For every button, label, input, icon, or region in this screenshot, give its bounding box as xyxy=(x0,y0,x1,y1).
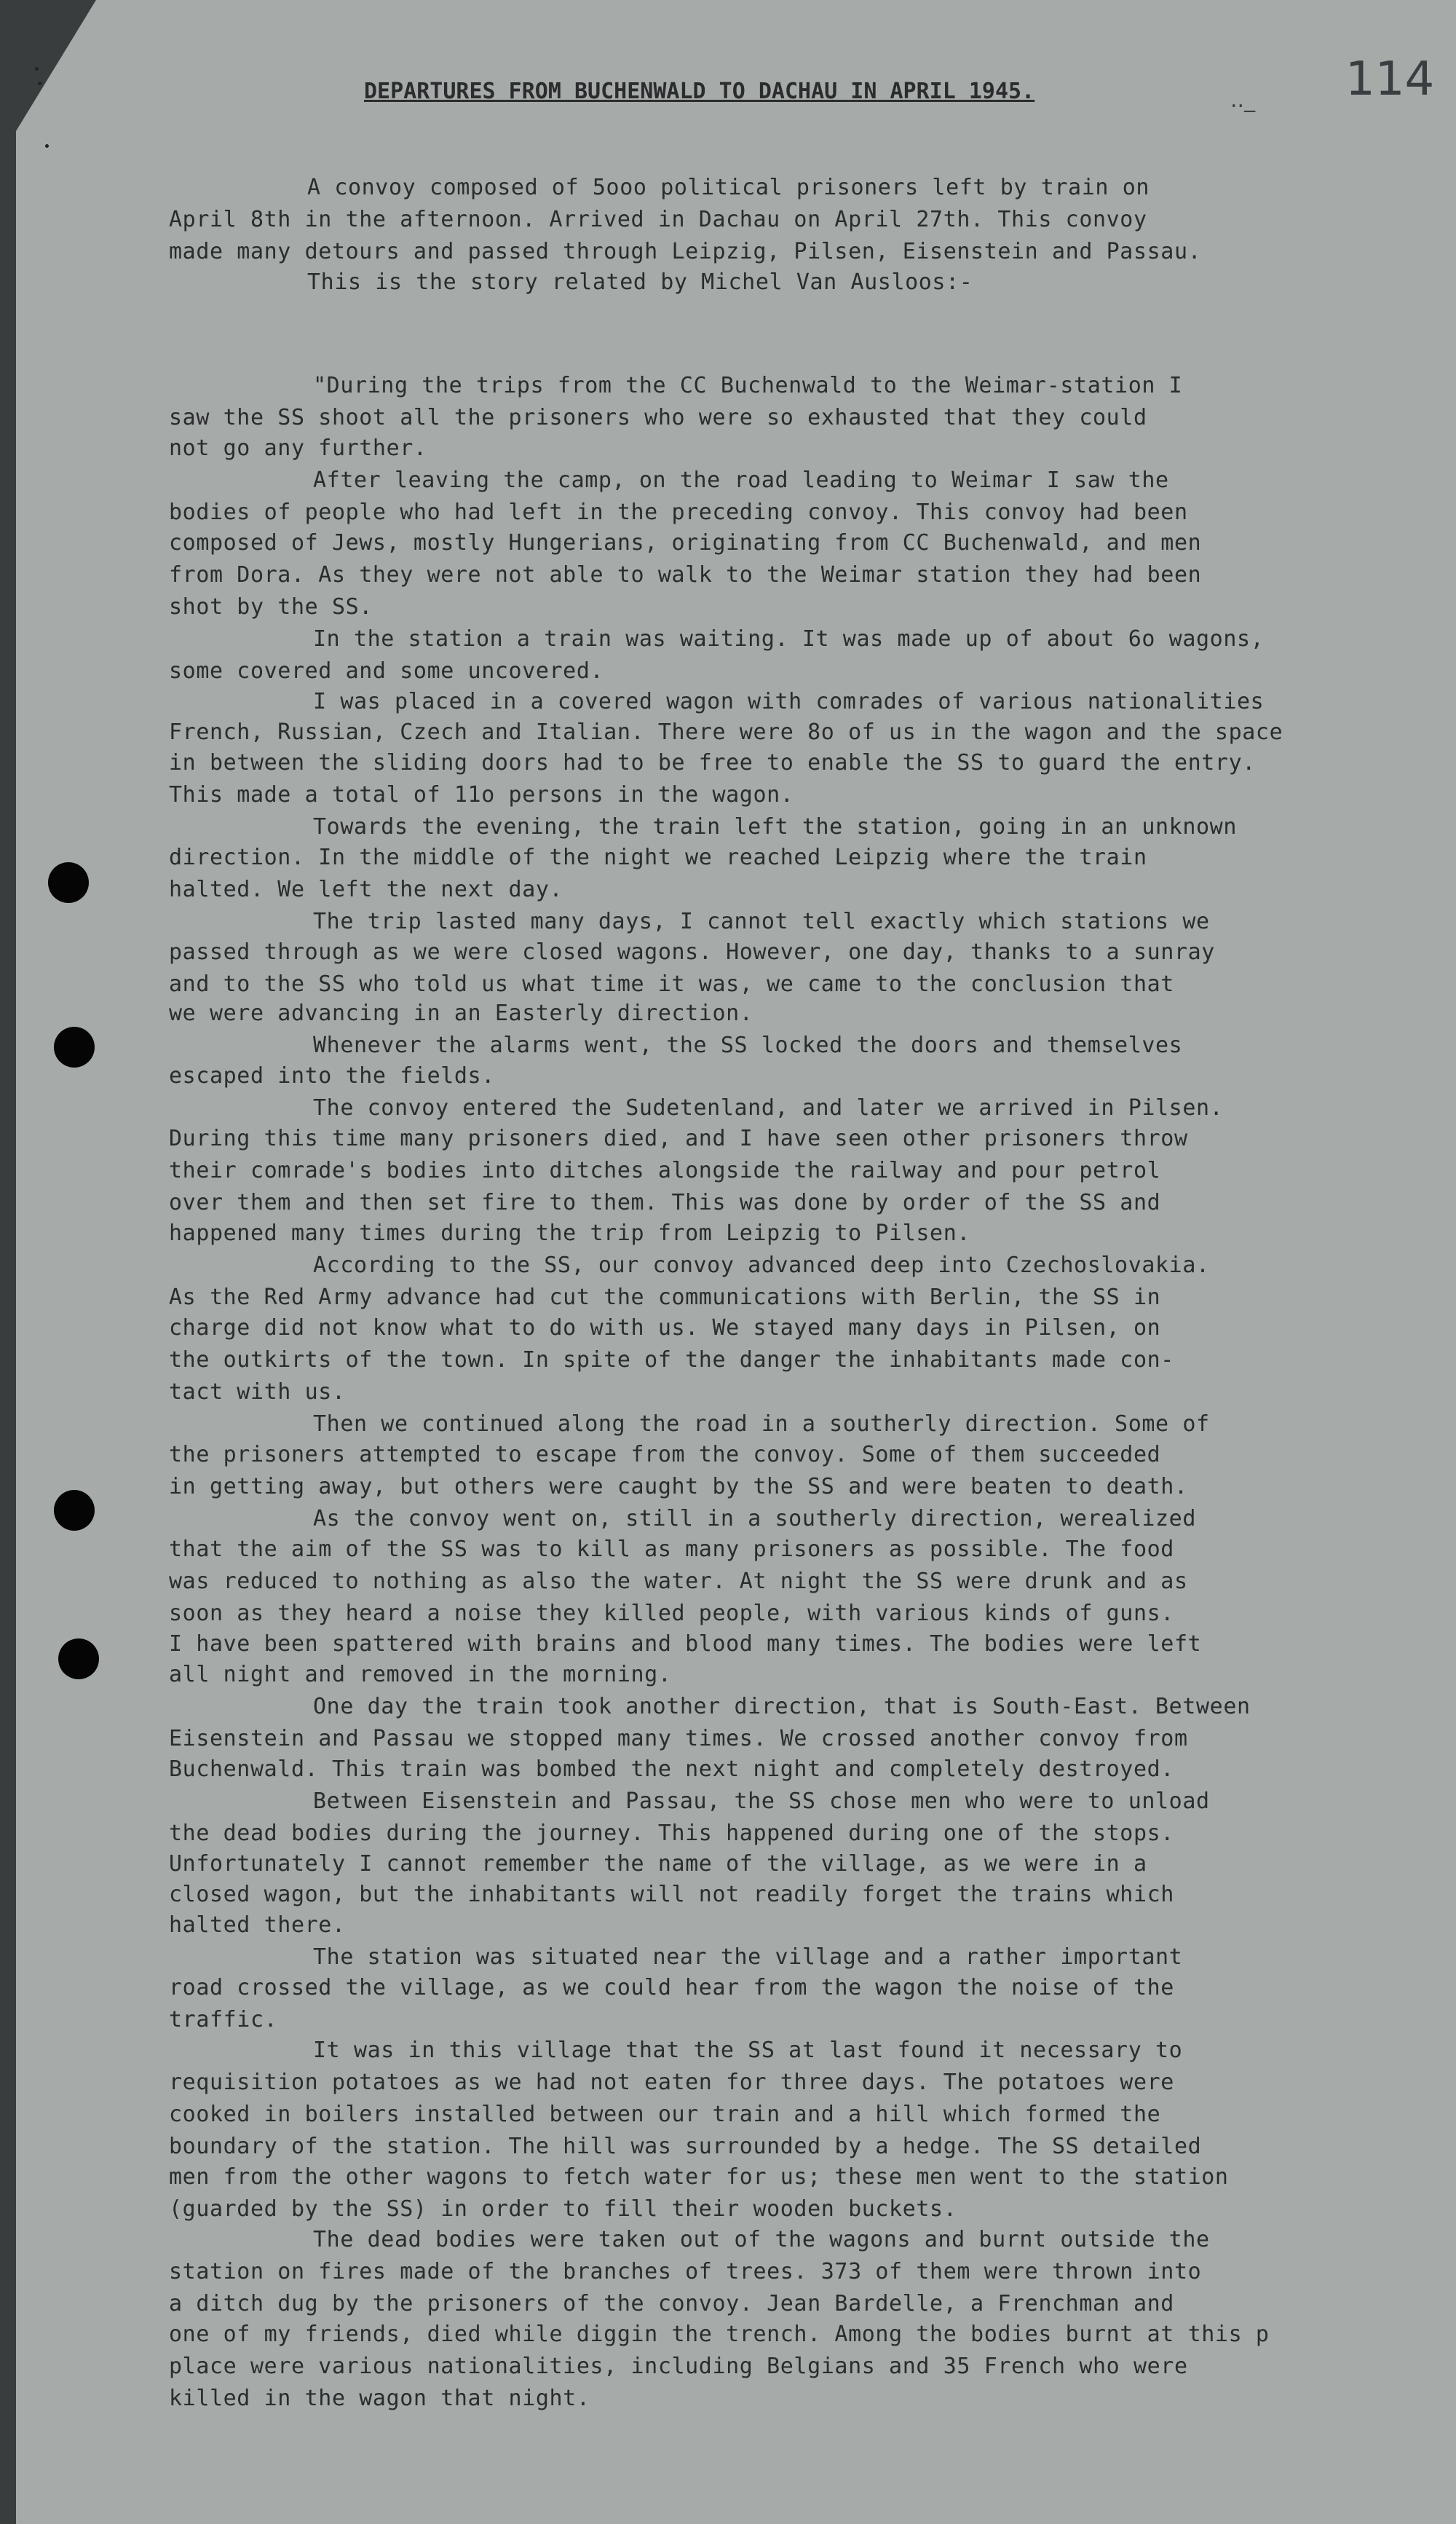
body-line: some covered and some uncovered. xyxy=(169,658,604,684)
paper-speck xyxy=(35,67,39,71)
body-line: The trip lasted many days, I cannot tell exactly which stations we xyxy=(313,909,1210,934)
body-line: over them and then set fire to them. This was done by order of the SS and xyxy=(169,1190,1161,1215)
body-line: halted. We left the next day. xyxy=(169,877,563,902)
body-line: This made a total of 11o persons in the wagon. xyxy=(169,782,794,808)
body-line: One day the train took another direction, that is South-East. Between xyxy=(313,1694,1251,1719)
body-line: their comrade's bodies into ditches alongside the railway and pour petrol xyxy=(169,1158,1161,1183)
punch-hole xyxy=(54,1490,95,1531)
body-line: Eisenstein and Passau we stopped many times. We crossed another convoy from xyxy=(169,1726,1188,1751)
body-line: passed through as we were closed wagons. However, one day, thanks to a sunray xyxy=(169,939,1215,965)
body-line: As the Red Army advance had cut the communications with Berlin, the SS in xyxy=(169,1285,1161,1310)
body-line: in between the sliding doors had to be free to enable the SS to guard the entry. xyxy=(169,750,1256,776)
body-line: bodies of people who had left in the preceding convoy. This convoy had been xyxy=(169,500,1188,525)
body-line: direction. In the middle of the night we reached Leipzig where the train xyxy=(169,845,1147,870)
body-line: the outkirts of the town. In spite of the danger the inhabitants made con- xyxy=(169,1347,1174,1373)
body-line: one of my friends, died while diggin the trench. Among the bodies burnt at this p xyxy=(169,2322,1270,2347)
body-line: the dead bodies during the journey. This happened during one of the stops. xyxy=(169,1821,1174,1846)
body-line: As the convoy went on, still in a southerly direction, werealized xyxy=(313,1506,1196,1531)
body-line: happened many times during the trip from Leipzig to Pilsen. xyxy=(169,1220,971,1246)
document-title: DEPARTURES FROM BUCHENWALD TO DACHAU IN APRIL 1945. xyxy=(364,79,1035,104)
body-line: cooked in boilers installed between our train and a hill which formed the xyxy=(169,2102,1161,2127)
intro-line: This is the story related by Michel Van Ausloos:- xyxy=(307,269,973,295)
body-line: The station was situated near the village and a rather important xyxy=(313,1944,1183,1970)
body-line: During this time many prisoners died, and I have seen other prisoners throw xyxy=(169,1126,1188,1151)
body-line: After leaving the camp, on the road leading to Weimar I saw the xyxy=(313,468,1169,493)
body-line: station on fires made of the branches of trees. 373 of them were thrown into xyxy=(169,2259,1202,2284)
body-line: and to the SS who told us what time it was, we came to the conclusion that xyxy=(169,971,1174,997)
body-line: Whenever the alarms went, the SS locked the doors and themselves xyxy=(313,1033,1183,1058)
body-line: closed wagon, but the inhabitants will not readily forget the trains which xyxy=(169,1882,1174,1907)
body-line: escaped into the fields. xyxy=(169,1063,495,1089)
body-line: not go any further. xyxy=(169,435,427,461)
body-line: traffic. xyxy=(169,2007,278,2032)
body-line: Unfortunately I cannot remember the name of the village, as we were in a xyxy=(169,1851,1147,1877)
body-line: men from the other wagons to fetch water for us; these men went to the station xyxy=(169,2164,1229,2190)
body-line: was reduced to nothing as also the water. At night the SS were drunk and as xyxy=(169,1569,1188,1594)
margin-mark: .._ xyxy=(1230,87,1256,113)
body-line: halted there. xyxy=(169,1912,346,1938)
page-number: 114 xyxy=(1345,52,1435,106)
punch-hole xyxy=(54,1027,95,1068)
body-line: Towards the evening, the train left the station, going in an unknown xyxy=(313,814,1237,840)
body-line: all night and removed in the morning. xyxy=(169,1662,672,1687)
intro-line: A convoy composed of 5ooo political prisoners left by train on xyxy=(307,175,1150,200)
body-line: that the aim of the SS was to kill as many prisoners as possible. The food xyxy=(169,1537,1174,1562)
body-line: Buchenwald. This train was bombed the next night and completely destroyed. xyxy=(169,1756,1174,1782)
body-line: French, Russian, Czech and Italian. There were 8o of us in the wagon and the space xyxy=(169,719,1283,745)
body-line: road crossed the village, as we could hear from the wagon the noise of the xyxy=(169,1975,1174,2000)
body-line: I have been spattered with brains and blood many times. The bodies were left xyxy=(169,1631,1202,1657)
body-line: killed in the wagon that night. xyxy=(169,2386,590,2411)
body-line: saw the SS shoot all the prisoners who were so exhausted that they could xyxy=(169,405,1147,430)
body-line: I was placed in a covered wagon with comrades of various nationalities xyxy=(313,689,1265,714)
body-line: According to the SS, our convoy advanced deep into Czechoslovakia. xyxy=(313,1253,1210,1278)
body-line: Then we continued along the road in a southerly direction. Some of xyxy=(313,1411,1210,1437)
punch-hole xyxy=(58,1638,99,1679)
body-line: boundary of the station. The hill was surrounded by a hedge. The SS detailed xyxy=(169,2134,1202,2159)
body-line: place were various nationalities, including Belgians and 35 French who were xyxy=(169,2354,1188,2379)
body-line: In the station a train was waiting. It was made up of about 6o wagons, xyxy=(313,626,1265,652)
body-line: tact with us. xyxy=(169,1379,346,1405)
body-line: the prisoners attempted to escape from the convoy. Some of them succeeded xyxy=(169,1442,1161,1467)
body-line: a ditch dug by the prisoners of the convoy. Jean Bardelle, a Frenchman and xyxy=(169,2291,1174,2316)
intro-line: made many detours and passed through Leipzig, Pilsen, Eisenstein and Passau. xyxy=(169,239,1202,264)
body-line: requisition potatoes as we had not eaten for three days. The potatoes were xyxy=(169,2070,1174,2095)
body-line: shot by the SS. xyxy=(169,594,373,620)
body-line: The dead bodies were taken out of the wagons and burnt outside the xyxy=(313,2227,1210,2252)
body-line: from Dora. As they were not able to walk to the Weimar station they had been xyxy=(169,562,1202,588)
punch-hole xyxy=(48,862,89,903)
body-line: It was in this village that the SS at last found it necessary to xyxy=(313,2038,1183,2063)
body-line: "During the trips from the CC Buchenwald to the Weimar-station I xyxy=(313,373,1183,398)
body-line: Between Eisenstein and Passau, the SS chose men who were to unload xyxy=(313,1789,1210,1814)
body-line: composed of Jews, mostly Hungerians, originating from CC Buchenwald, and men xyxy=(169,530,1202,556)
body-line: we were advancing in an Easterly direction. xyxy=(169,1001,753,1026)
paper-speck xyxy=(45,144,49,148)
body-line: soon as they heard a noise they killed people, with various kinds of guns. xyxy=(169,1601,1174,1626)
body-line: The convoy entered the Sudetenland, and later we arrived in Pilsen. xyxy=(313,1095,1224,1121)
body-line: in getting away, but others were caught by the SS and were beaten to death. xyxy=(169,1474,1188,1499)
paper-speck xyxy=(38,82,41,85)
body-line: charge did not know what to do with us. We stayed many days in Pilsen, on xyxy=(169,1315,1161,1341)
body-line: (guarded by the SS) in order to fill their wooden buckets. xyxy=(169,2196,957,2222)
intro-line: April 8th in the afternoon. Arrived in Dachau on April 27th. This convoy xyxy=(169,207,1147,232)
